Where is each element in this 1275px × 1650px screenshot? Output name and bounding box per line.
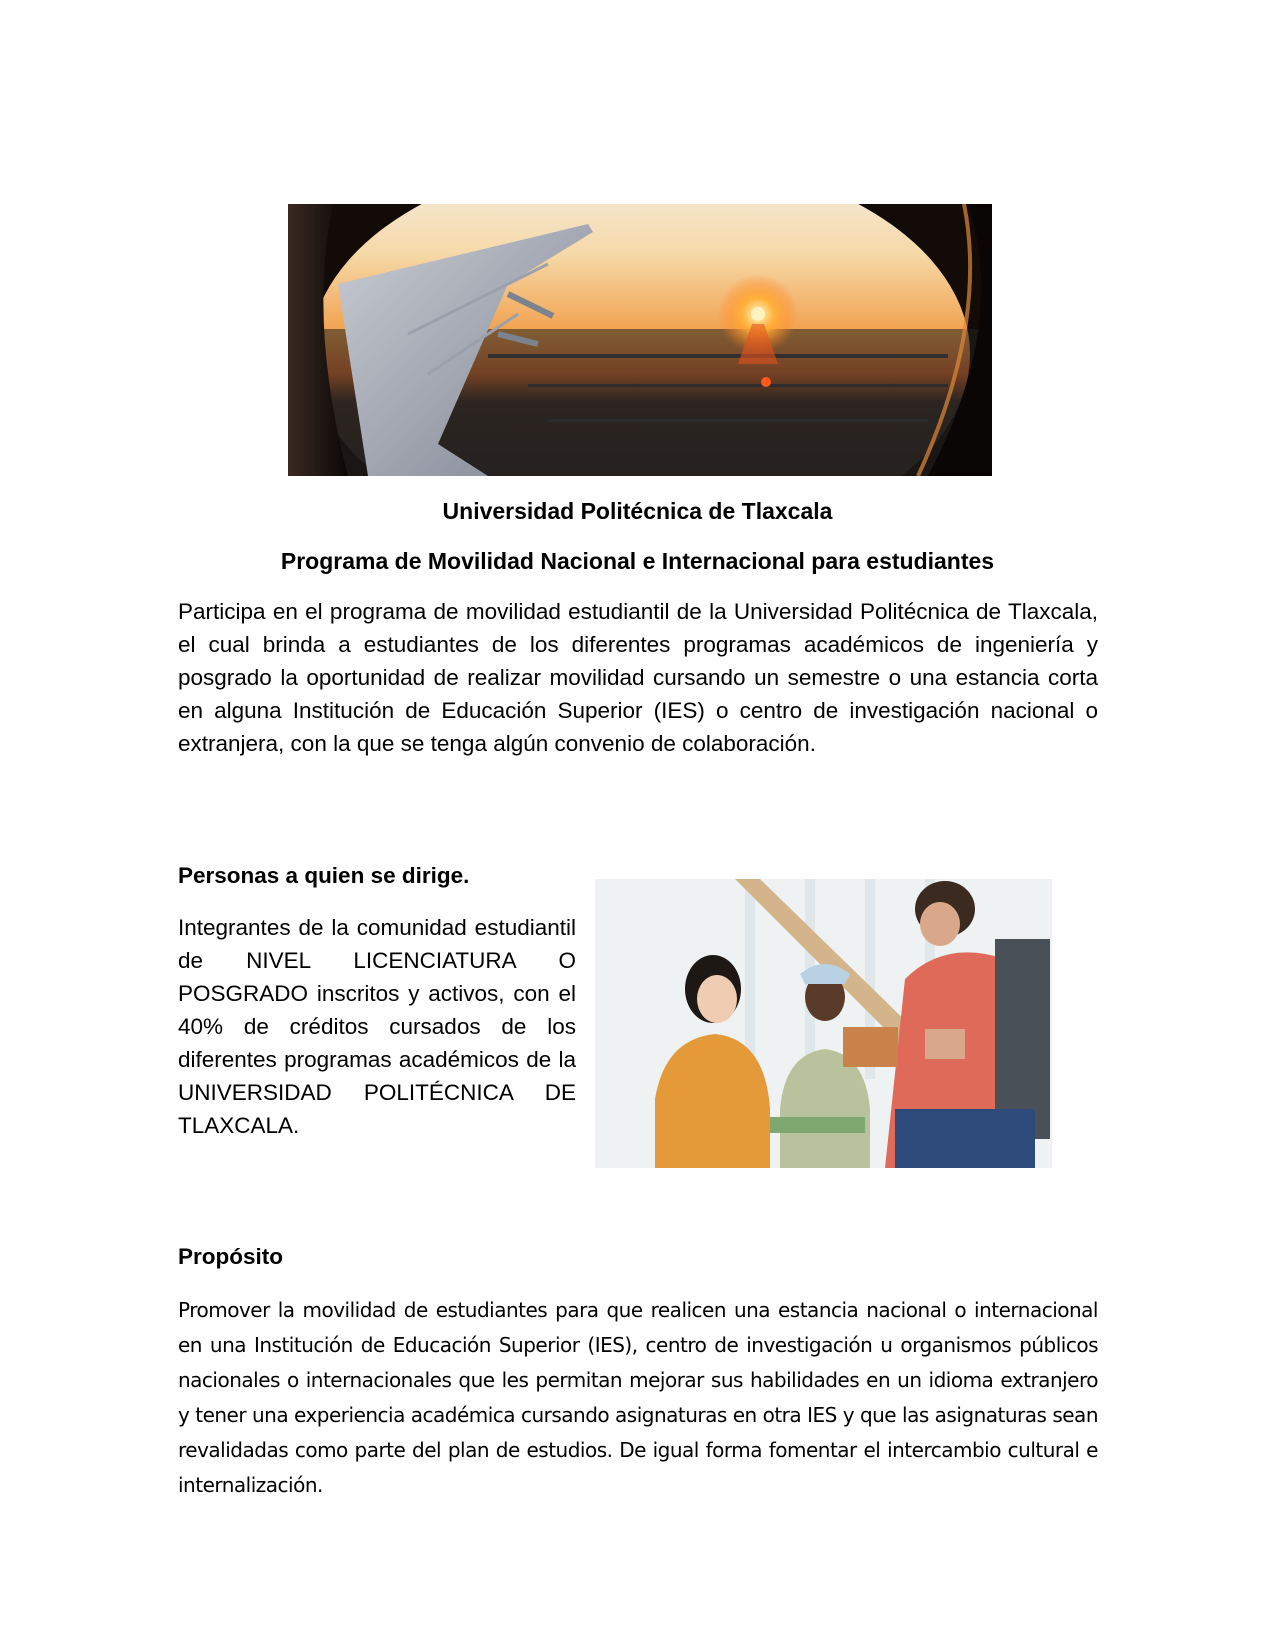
proposito-heading: Propósito xyxy=(178,1244,283,1269)
program-subtitle: Programa de Movilidad Nacional e Internacional para estudiantes xyxy=(280,548,995,574)
hero-airplane-window-image xyxy=(288,204,992,476)
proposito-paragraph: Promover la movilidad de estudiantes para que realicen una estancia nacional o internacional en una Institución de Educación Superior (IES), centro de investigación u organismos públicos nacionales o internacionales que les permitan mejorar sus habilidades en un idioma extranjero y tener una experiencia académica cursando asignaturas en otra IES y que las asignaturas sean revalidadas como parte del plan de estudios. De igual forma fomentar el intercambio cultural e internalización. xyxy=(178,1298,1098,1497)
university-title: Universidad Politécnica de Tlaxcala xyxy=(442,498,833,524)
personas-paragraph: Integrantes de la comunidad estudiantil de NIVEL LICENCIATURA O POSGRADO inscritos y activos, con el 40% de créditos cursados de los diferentes programas académicos de la UNIVERSIDAD POLITÉCNICA DE TLAXCALA. xyxy=(178,915,576,1138)
personas-heading: Personas a quien se dirige. xyxy=(178,863,470,888)
students-photo xyxy=(595,879,1052,1168)
intro-paragraph: Participa en el programa de movilidad estudiantil de la Universidad Politécnica de Tlaxcala, el cual brinda a estudiantes de los diferentes programas académicos de ingeniería y posgrado la oportunidad de realizar movilidad cursando un semestre o una estancia corta en alguna Institución de Educación Superior (IES) o centro de investigación nacional o extranjera, con la que se tenga algún convenio de colaboración. xyxy=(178,599,1098,756)
